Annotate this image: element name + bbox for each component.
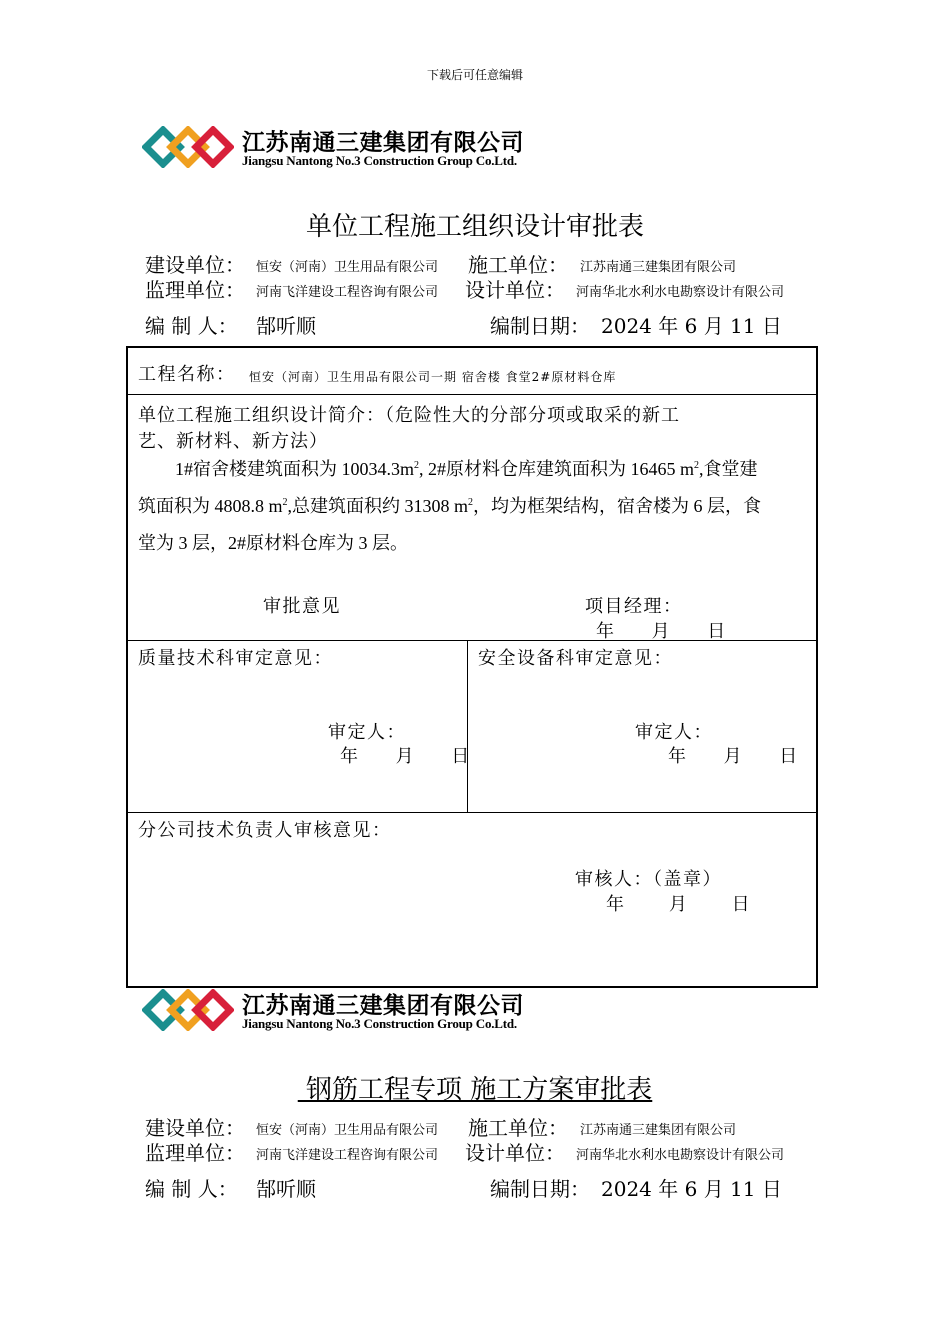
form1-supervise-unit-label: 监理单位： <box>145 278 245 302</box>
form2-design-unit-label: 设计单位： <box>465 1141 565 1165</box>
table-divider-vertical <box>467 640 468 812</box>
form1-date-value: 2024 年 6 月 11 日 <box>601 314 782 338</box>
form2-date-value: 2024 年 6 月 11 日 <box>601 1177 782 1201</box>
form1-design-unit-value: 河南华北水利水电勘察设计有限公司 <box>576 285 785 300</box>
form1-construct-unit-label: 施工单位： <box>468 253 568 277</box>
form2-build-unit-label: 建设单位： <box>145 1116 245 1140</box>
form1-supervise-unit-value: 河南飞洋建设工程咨询有限公司 <box>256 285 439 300</box>
form2-author-label: 编 制 人： <box>145 1177 238 1201</box>
company-logo-icon <box>142 126 234 168</box>
form1-author-label: 编 制 人： <box>145 314 238 338</box>
company-logo-2 <box>142 987 542 1035</box>
form2-construct-unit-value: 江苏南通三建集团有限公司 <box>580 1123 737 1138</box>
form1-title: 单位工程施工组织设计审批表 <box>305 212 644 242</box>
quality-reviewer-label: 审定人： <box>328 722 406 743</box>
safety-dept-label: 安全设备科审定意见： <box>478 648 673 669</box>
form1-author-value: 郜听顺 <box>256 314 316 338</box>
form2-title: 钢筋工程专项 施工方案审批表 <box>297 1075 653 1105</box>
quality-dept-label: 质量技术科审定意见： <box>138 648 333 669</box>
table-divider <box>128 812 816 813</box>
auditor-date: 年 月 日 <box>606 894 752 915</box>
auditor-label: 审核人：（盖章） <box>575 869 722 890</box>
form2-construct-unit-label: 施工单位： <box>468 1116 568 1140</box>
project-name-label: 工程名称： <box>138 364 236 385</box>
form2-supervise-unit-value: 河南飞洋建设工程咨询有限公司 <box>256 1148 439 1163</box>
approval-table <box>126 346 818 988</box>
project-name-value: 恒安（河南）卫生用品有限公司一期 宿舍楼 食堂2#原材料仓库 <box>249 370 617 384</box>
form1-construct-unit-value: 江苏南通三建集团有限公司 <box>580 260 737 275</box>
form1-build-unit-value: 恒安（河南）卫生用品有限公司 <box>256 260 439 275</box>
form1-build-unit-label: 建设单位： <box>145 253 245 277</box>
safety-reviewer-label: 审定人： <box>635 722 713 743</box>
company-name-en: Jiangsu Nantong No.3 Construction Group Co.Ltd. <box>242 1016 517 1031</box>
intro-label-line1: 单位工程施工组织设计简介：（危险性大的分部分项或取采的新工 <box>138 405 680 426</box>
safety-review-date: 年 月 日 <box>668 746 799 767</box>
company-name-en: Jiangsu Nantong No.3 Construction Group Co.Ltd. <box>242 153 517 168</box>
form2-date-label: 编制日期： <box>490 1177 590 1201</box>
company-name-cn: 江苏南通三建集团有限公司 <box>242 993 524 1019</box>
intro-text-line1: 1#宿舍楼建筑面积为 $10034.3m^2$, 2#原材料仓库建筑面积为 16465 $m^2$,食堂建 <box>175 459 758 479</box>
form2-design-unit-value: 河南华北水利水电勘察设计有限公司 <box>576 1148 785 1163</box>
approval-opinion-label: 审批意见 <box>263 596 341 617</box>
top-note: 下载后可任意编辑 <box>426 68 523 82</box>
form2-author-value: 郜听顺 <box>256 1177 316 1201</box>
quality-review-date: 年 月 日 <box>340 746 471 767</box>
table-divider <box>128 394 816 395</box>
form2-build-unit-value: 恒安（河南）卫生用品有限公司 <box>256 1123 439 1138</box>
intro-label-line2: 艺、新材料、新方法） <box>138 431 328 452</box>
company-name-cn: 江苏南通三建集团有限公司 <box>242 130 524 156</box>
company-logo-icon <box>142 989 234 1031</box>
form1-date-label: 编制日期： <box>490 314 590 338</box>
company-logo <box>142 124 542 172</box>
intro-text-line2: 筑面积为 4808.8 $m^2$,总建筑面积约 31308 $m^2$，均为框架结构，宿舍楼为 6 层，食 <box>138 496 762 516</box>
project-manager-date: 年 月 日 <box>596 621 727 642</box>
form1-design-unit-label: 设计单位： <box>465 278 565 302</box>
branch-review-label: 分公司技术负责人审核意见： <box>138 820 392 841</box>
intro-text-line3: 堂为 3 层，2#原材料仓库为 3 层。 <box>138 533 408 553</box>
form2-supervise-unit-label: 监理单位： <box>145 1141 245 1165</box>
project-manager-label: 项目经理： <box>585 596 683 617</box>
